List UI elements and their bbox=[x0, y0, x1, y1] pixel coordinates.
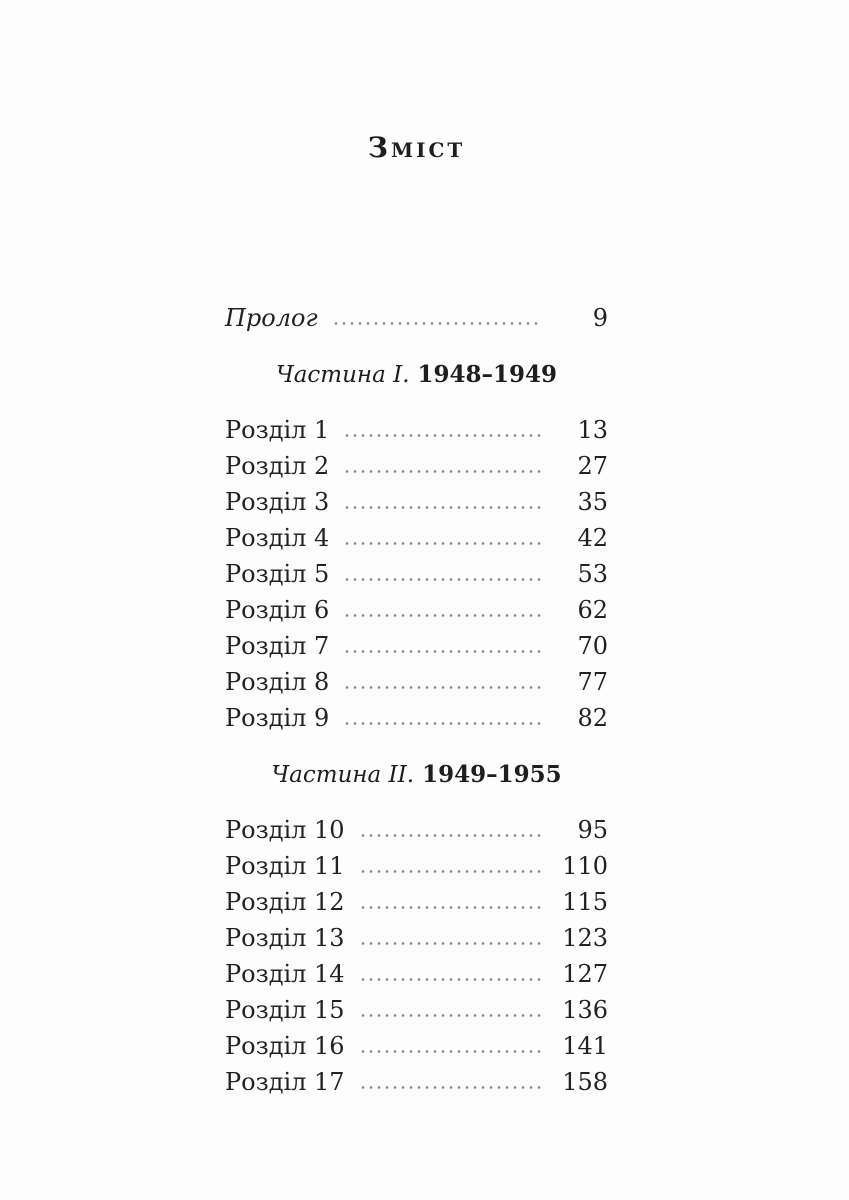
toc-entry-label: Розділ 16 bbox=[225, 1032, 345, 1061]
dot-leader bbox=[359, 941, 542, 946]
toc-entry bbox=[225, 848, 608, 884]
toc-entry-label: Розділ 1 bbox=[225, 416, 330, 445]
part-heading-years: 1948–1949 bbox=[417, 361, 558, 388]
toc-entry-page: 13 bbox=[577, 416, 608, 445]
toc-entry-label: Розділ 9 bbox=[225, 704, 330, 733]
toc-entry bbox=[225, 484, 608, 520]
toc-entry-page: 158 bbox=[562, 1068, 608, 1097]
toc-entry-label: Пролог bbox=[225, 304, 318, 332]
dot-leader bbox=[359, 977, 542, 982]
dot-leader bbox=[343, 577, 542, 582]
toc-entry-page: 95 bbox=[577, 816, 608, 845]
toc-entry bbox=[225, 628, 608, 664]
toc-entry-page: 110 bbox=[562, 852, 608, 881]
toc-entry-label: Розділ 7 bbox=[225, 632, 330, 661]
toc-entry-label: Розділ 6 bbox=[225, 596, 330, 625]
toc-entry-label: Розділ 4 bbox=[225, 524, 330, 553]
toc-entry-page: 53 bbox=[577, 560, 608, 589]
toc-entry-label: Розділ 2 bbox=[225, 452, 330, 481]
toc-entry-label: Розділ 8 bbox=[225, 668, 330, 697]
toc-entry-page: 62 bbox=[577, 596, 608, 625]
dot-leader bbox=[343, 613, 542, 618]
dot-leader bbox=[343, 541, 542, 546]
toc-entry bbox=[225, 448, 608, 484]
toc-entry bbox=[225, 884, 608, 920]
toc-entry-label: Розділ 11 bbox=[225, 852, 345, 881]
toc-entry-page: 70 bbox=[577, 632, 608, 661]
toc-content bbox=[225, 0, 608, 1100]
part-entries bbox=[225, 812, 608, 1100]
toc-entry-label: Розділ 13 bbox=[225, 924, 345, 953]
toc-entry bbox=[225, 1028, 608, 1064]
part-heading bbox=[225, 357, 608, 393]
dot-leader bbox=[359, 869, 542, 874]
dot-leader bbox=[359, 1085, 542, 1090]
toc-entry-label: Розділ 15 bbox=[225, 996, 345, 1025]
part-heading-name: Частина II. bbox=[271, 762, 415, 789]
dot-leader bbox=[343, 505, 542, 510]
toc-entry-label: Розділ 17 bbox=[225, 1068, 345, 1097]
toc-entry-label: Розділ 5 bbox=[225, 560, 330, 589]
toc-entry bbox=[225, 956, 608, 992]
toc-entry-page: 136 bbox=[562, 996, 608, 1025]
toc-entry-label: Розділ 10 bbox=[225, 816, 345, 845]
toc-entry-label: Розділ 14 bbox=[225, 960, 345, 989]
toc-entry-label: Розділ 3 bbox=[225, 488, 330, 517]
toc-part bbox=[225, 357, 608, 736]
dot-leader bbox=[343, 649, 542, 654]
part-heading-years: 1949–1955 bbox=[422, 761, 562, 789]
part-heading bbox=[225, 757, 608, 793]
toc-entry bbox=[225, 556, 608, 592]
dot-leader bbox=[343, 685, 542, 690]
page-title: Зміст bbox=[367, 131, 466, 164]
toc-entry-page: 123 bbox=[562, 924, 608, 953]
dot-leader bbox=[359, 833, 542, 838]
toc-entry-page: 9 bbox=[592, 304, 608, 332]
toc-entry-page: 82 bbox=[577, 704, 608, 733]
toc-entry-page: 35 bbox=[577, 488, 608, 517]
toc-entry-page: 115 bbox=[562, 888, 608, 917]
toc-entry bbox=[225, 592, 608, 628]
toc-sections bbox=[225, 357, 608, 1100]
toc-entry-label: Розділ 12 bbox=[225, 888, 345, 917]
dot-leader bbox=[332, 321, 542, 326]
toc-entry bbox=[225, 412, 608, 448]
toc-entry-page: 141 bbox=[562, 1032, 608, 1061]
toc-entry-page: 42 bbox=[577, 524, 608, 553]
toc-entry bbox=[225, 520, 608, 556]
part-entries bbox=[225, 412, 608, 736]
toc-entry-prologue bbox=[225, 300, 608, 336]
toc-entry bbox=[225, 700, 608, 736]
toc-entry bbox=[225, 664, 608, 700]
dot-leader bbox=[359, 1013, 542, 1018]
dot-leader bbox=[343, 433, 542, 438]
part-heading-name: Частина I. bbox=[275, 362, 410, 388]
dot-leader bbox=[343, 721, 542, 726]
toc-part bbox=[225, 757, 608, 1100]
toc-entry bbox=[225, 812, 608, 848]
toc-entry-page: 127 bbox=[562, 960, 608, 989]
dot-leader bbox=[343, 469, 542, 474]
toc-entry-page: 77 bbox=[577, 668, 608, 697]
toc-entry bbox=[225, 992, 608, 1028]
toc-entry bbox=[225, 920, 608, 956]
toc-entry bbox=[225, 1064, 608, 1100]
dot-leader bbox=[359, 1049, 542, 1054]
dot-leader bbox=[359, 905, 542, 910]
toc-entry-page: 27 bbox=[577, 452, 608, 481]
